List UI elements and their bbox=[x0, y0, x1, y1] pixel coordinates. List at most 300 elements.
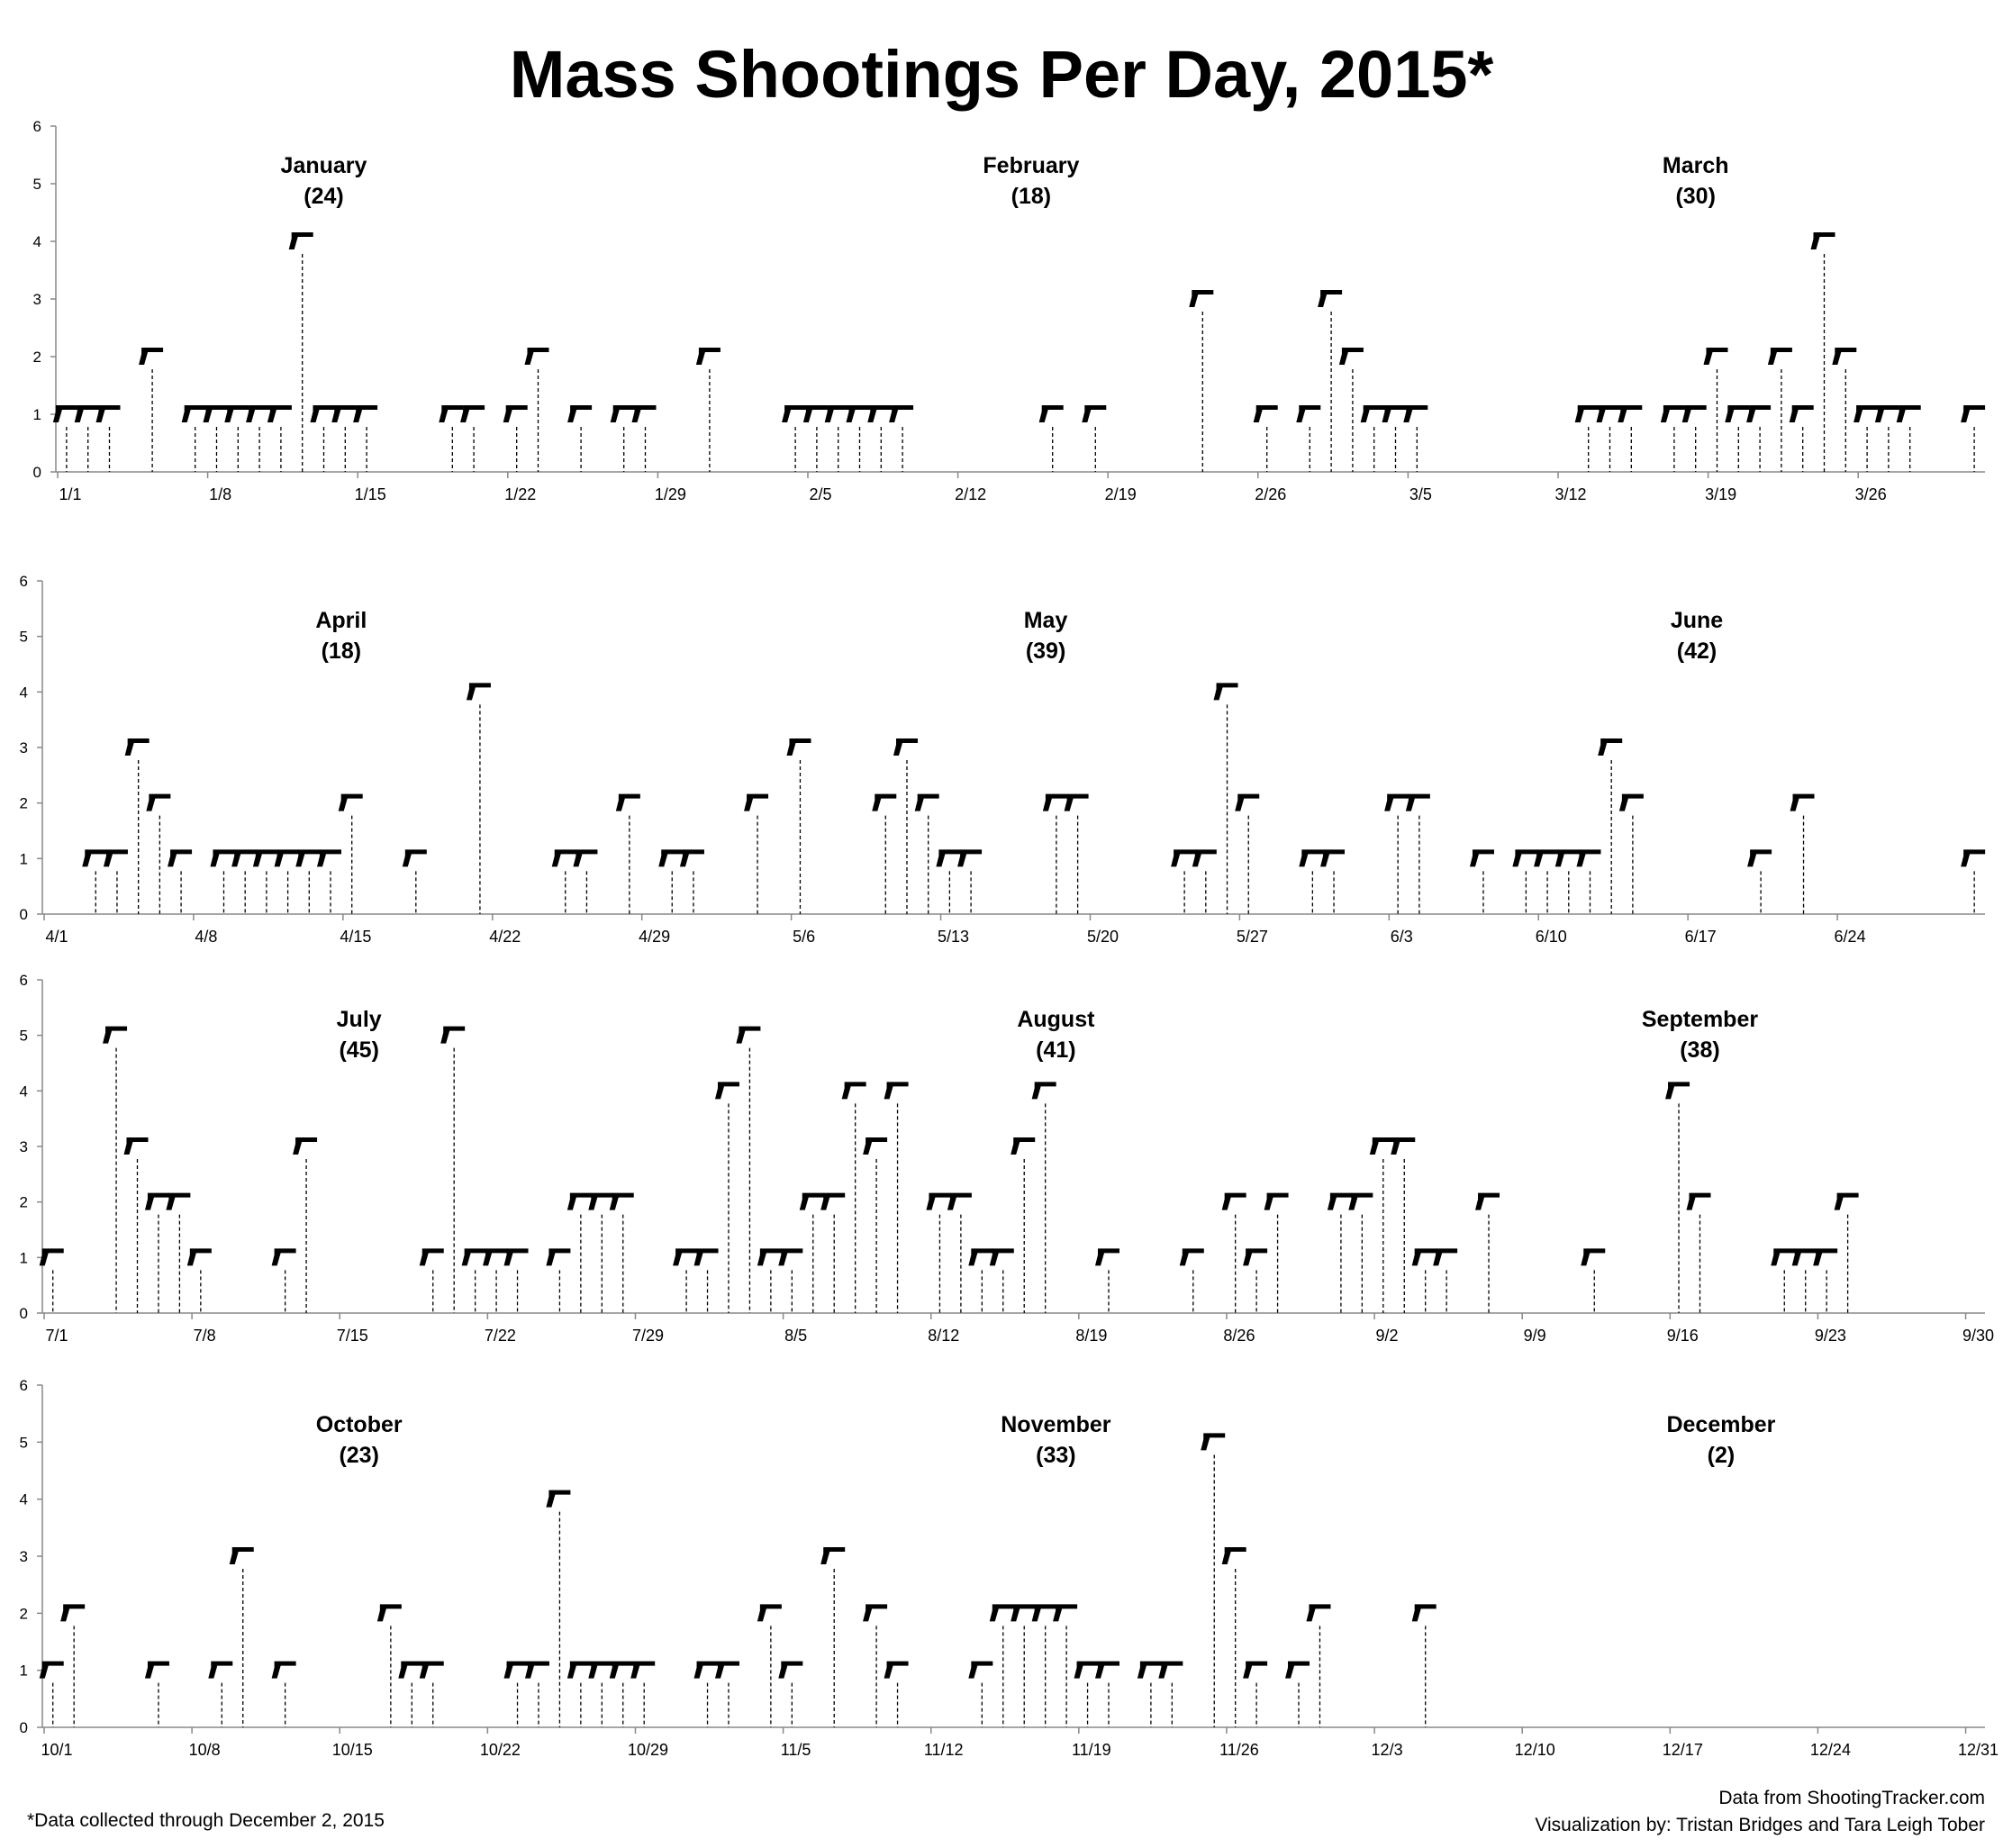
gun-icon bbox=[884, 1082, 909, 1099]
gun-icon bbox=[398, 1662, 422, 1679]
gun-icon bbox=[525, 348, 549, 365]
gun-icon bbox=[439, 405, 463, 422]
gun-icon bbox=[1095, 1662, 1119, 1679]
gun-icon bbox=[1065, 794, 1089, 811]
gun-icon bbox=[1137, 1662, 1162, 1679]
gun-icon bbox=[275, 849, 299, 866]
month-count: (39) bbox=[1025, 639, 1066, 664]
gun-icon bbox=[1391, 1137, 1415, 1155]
x-tick-label: 1/8 bbox=[209, 485, 232, 503]
gun-icon bbox=[1074, 1662, 1099, 1679]
footnote: *Data collected through December 2, 2015 bbox=[27, 1810, 385, 1831]
gun-icon bbox=[1790, 794, 1815, 811]
gun-icon bbox=[1725, 405, 1749, 422]
x-tick-label: 7/15 bbox=[336, 1327, 368, 1345]
gun-icon bbox=[168, 849, 192, 866]
gun-icon bbox=[715, 1082, 739, 1099]
month-label: May bbox=[1023, 608, 1068, 633]
panel-q4 bbox=[20, 1377, 1999, 1759]
gun-icon bbox=[1382, 405, 1407, 422]
gun-icon bbox=[1180, 1248, 1204, 1265]
gun-icon bbox=[1412, 1604, 1437, 1621]
gun-icon bbox=[1032, 1604, 1056, 1621]
gun-icon bbox=[1039, 405, 1064, 422]
gun-icon bbox=[96, 405, 121, 422]
gun-icon bbox=[1032, 1082, 1056, 1099]
gun-icon bbox=[567, 1662, 592, 1679]
y-tick-label: 4 bbox=[19, 684, 28, 702]
gun-icon bbox=[272, 1662, 296, 1679]
y-tick-label: 5 bbox=[19, 1434, 28, 1452]
x-tick-label: 6/17 bbox=[1684, 928, 1717, 946]
gun-icon bbox=[1433, 1248, 1457, 1265]
gun-icon bbox=[420, 1248, 444, 1265]
credits bbox=[1535, 1785, 1985, 1839]
gun-icon bbox=[968, 1662, 992, 1679]
x-tick-label: 6/10 bbox=[1535, 928, 1567, 946]
gun-icon bbox=[1665, 1082, 1690, 1099]
month-count: (41) bbox=[1036, 1037, 1076, 1063]
y-tick-label: 1 bbox=[19, 1662, 28, 1680]
gun-icon bbox=[778, 1662, 802, 1679]
month-label: December bbox=[1666, 1412, 1776, 1437]
gun-icon bbox=[1082, 405, 1106, 422]
gun-icon bbox=[1555, 849, 1580, 866]
month-label: August bbox=[1017, 1007, 1095, 1032]
y-tick-label: 6 bbox=[19, 1377, 28, 1394]
y-tick-label: 3 bbox=[19, 739, 28, 756]
gun-icon bbox=[915, 794, 939, 811]
gun-icon bbox=[267, 405, 292, 422]
gun-icon bbox=[1704, 348, 1728, 365]
gun-icon bbox=[1686, 1193, 1710, 1210]
gun-icon bbox=[694, 1662, 719, 1679]
gun-icon bbox=[1339, 348, 1364, 365]
gun-icon bbox=[467, 683, 491, 700]
gun-icon bbox=[75, 405, 99, 422]
gun-icon bbox=[1370, 1137, 1394, 1155]
x-tick-label: 6/3 bbox=[1390, 928, 1413, 946]
gun-icon bbox=[1158, 1662, 1183, 1679]
gun-icon bbox=[1598, 738, 1622, 756]
gun-icon bbox=[1619, 794, 1644, 811]
data-source-credit: Data from ShootingTracker.com bbox=[1718, 1788, 1985, 1808]
gun-icon bbox=[1961, 849, 1985, 866]
x-tick-label: 4/8 bbox=[195, 928, 218, 946]
gun-icon bbox=[1243, 1662, 1267, 1679]
gun-icon bbox=[60, 1604, 85, 1621]
gun-icon bbox=[224, 405, 249, 422]
x-tick-label: 4/15 bbox=[340, 928, 372, 946]
gun-icon bbox=[715, 1662, 739, 1679]
gun-icon bbox=[552, 849, 576, 866]
gun-icon bbox=[40, 1248, 64, 1265]
gun-icon bbox=[632, 405, 657, 422]
gun-icon bbox=[863, 1604, 887, 1621]
x-tick-label: 8/12 bbox=[928, 1327, 960, 1345]
gun-icon bbox=[546, 1248, 570, 1265]
gun-icon bbox=[1768, 348, 1792, 365]
gun-icon bbox=[166, 1193, 190, 1210]
gun-icon bbox=[1306, 1604, 1330, 1621]
gun-icon bbox=[460, 405, 485, 422]
gun-icon bbox=[610, 1662, 634, 1679]
y-tick-label: 2 bbox=[19, 794, 28, 812]
gun-icon bbox=[1747, 849, 1772, 866]
gun-icon bbox=[1201, 1433, 1225, 1450]
gun-icon bbox=[1412, 1248, 1437, 1265]
y-tick-label: 2 bbox=[19, 1605, 28, 1623]
gun-icon bbox=[1011, 1604, 1035, 1621]
gun-icon bbox=[736, 1027, 760, 1044]
gun-icon bbox=[125, 738, 150, 756]
gun-icon bbox=[694, 1248, 719, 1265]
gun-icon bbox=[462, 1248, 486, 1265]
x-tick-label: 8/26 bbox=[1223, 1327, 1255, 1345]
gun-icon bbox=[1011, 1137, 1035, 1155]
gun-icon bbox=[146, 794, 170, 811]
x-tick-label: 1/1 bbox=[59, 485, 82, 503]
x-tick-label: 5/27 bbox=[1236, 928, 1268, 946]
y-tick-label: 0 bbox=[19, 906, 28, 923]
gun-icon bbox=[658, 849, 683, 866]
y-tick-label: 5 bbox=[19, 1027, 28, 1045]
gun-icon bbox=[744, 794, 768, 811]
x-tick-label: 9/2 bbox=[1375, 1327, 1399, 1345]
month-count: (2) bbox=[1707, 1443, 1736, 1468]
gun-icon bbox=[757, 1604, 782, 1621]
gun-icon bbox=[825, 405, 849, 422]
x-tick-label: 2/12 bbox=[955, 485, 987, 503]
gun-icon bbox=[947, 1193, 972, 1210]
y-tick-label: 6 bbox=[32, 118, 41, 135]
y-tick-label: 6 bbox=[19, 573, 28, 590]
gun-icon bbox=[339, 794, 363, 811]
y-tick-label: 0 bbox=[32, 464, 41, 481]
month-count: (42) bbox=[1676, 639, 1718, 664]
gun-icon bbox=[968, 1248, 992, 1265]
x-tick-label: 11/19 bbox=[1071, 1741, 1111, 1759]
y-tick-label: 2 bbox=[32, 349, 41, 366]
x-tick-label: 9/9 bbox=[1523, 1327, 1546, 1345]
gun-icon bbox=[124, 1137, 149, 1155]
gun-icon bbox=[610, 1193, 634, 1210]
gun-icon bbox=[588, 1662, 612, 1679]
gun-icon bbox=[311, 405, 335, 422]
gun-icon bbox=[104, 849, 128, 866]
gun-icon bbox=[1189, 290, 1213, 307]
gun-icon bbox=[1214, 683, 1238, 700]
gun-icon bbox=[696, 348, 721, 365]
gun-icon bbox=[246, 405, 270, 422]
gun-icon bbox=[1328, 1193, 1352, 1210]
gun-icon bbox=[872, 794, 896, 811]
gun-icon bbox=[1618, 405, 1642, 422]
gun-icon bbox=[820, 1193, 845, 1210]
gun-icon bbox=[990, 1604, 1014, 1621]
x-tick-label: 10/1 bbox=[41, 1741, 73, 1759]
month-count: (38) bbox=[1680, 1037, 1720, 1063]
gun-icon bbox=[295, 849, 320, 866]
gun-icon bbox=[673, 1248, 697, 1265]
gun-icon bbox=[503, 405, 528, 422]
gun-icon bbox=[546, 1490, 570, 1508]
x-tick-label: 1/29 bbox=[654, 485, 686, 503]
x-tick-label: 1/15 bbox=[354, 485, 386, 503]
month-count: (23) bbox=[339, 1443, 379, 1468]
gun-icon bbox=[957, 849, 982, 866]
x-tick-label: 3/5 bbox=[1409, 485, 1432, 503]
y-tick-label: 4 bbox=[19, 1083, 28, 1101]
x-tick-label: 5/6 bbox=[793, 928, 816, 946]
gun-icon bbox=[1575, 405, 1600, 422]
gun-icon bbox=[680, 849, 704, 866]
gun-icon bbox=[1254, 405, 1278, 422]
x-tick-label: 7/1 bbox=[45, 1327, 68, 1345]
gun-icon bbox=[990, 1248, 1014, 1265]
gun-icon bbox=[1299, 849, 1323, 866]
gun-icon bbox=[317, 849, 341, 866]
gun-icon bbox=[483, 1248, 507, 1265]
gun-icon bbox=[293, 1137, 317, 1155]
month-label: July bbox=[336, 1007, 382, 1032]
gun-icon bbox=[800, 1193, 824, 1210]
gun-icon bbox=[1053, 1604, 1077, 1621]
x-tick-label: 7/8 bbox=[193, 1327, 216, 1345]
y-tick-label: 5 bbox=[32, 176, 41, 193]
gun-icon bbox=[1235, 794, 1259, 811]
gun-icon bbox=[1790, 405, 1814, 422]
x-tick-label: 12/17 bbox=[1662, 1741, 1703, 1759]
gun-icon bbox=[1222, 1193, 1246, 1210]
gun-icon bbox=[1171, 849, 1195, 866]
gun-icon bbox=[803, 405, 828, 422]
gun-icon bbox=[1875, 405, 1899, 422]
x-tick-label: 11/5 bbox=[780, 1741, 811, 1759]
gun-icon bbox=[139, 348, 163, 365]
gun-icon bbox=[847, 405, 871, 422]
month-label: September bbox=[1641, 1007, 1759, 1032]
gun-icon bbox=[504, 1248, 529, 1265]
gun-icon bbox=[1285, 1662, 1310, 1679]
gun-icon bbox=[53, 405, 77, 422]
gun-icon bbox=[331, 405, 356, 422]
x-tick-label: 10/22 bbox=[479, 1741, 521, 1759]
gun-icon bbox=[1746, 405, 1771, 422]
gun-icon bbox=[786, 738, 811, 756]
gun-icon bbox=[1576, 849, 1600, 866]
x-tick-label: 9/16 bbox=[1666, 1327, 1699, 1345]
x-tick-label: 7/29 bbox=[631, 1327, 665, 1345]
x-tick-label: 8/19 bbox=[1075, 1327, 1108, 1345]
month-label: April bbox=[315, 608, 367, 633]
month-count: (18) bbox=[1011, 184, 1052, 209]
gun-icon bbox=[440, 1027, 465, 1044]
gun-icon bbox=[782, 405, 806, 422]
y-tick-label: 1 bbox=[19, 850, 28, 868]
x-tick-label: 12/31 bbox=[1958, 1741, 1999, 1759]
month-count: (24) bbox=[304, 184, 344, 209]
chart-title: Mass Shootings Per Day, 2015* bbox=[509, 37, 1494, 112]
x-tick-label: 10/15 bbox=[331, 1741, 373, 1759]
x-tick-label: 12/3 bbox=[1371, 1741, 1403, 1759]
gun-icon bbox=[1897, 405, 1921, 422]
gun-icon bbox=[210, 849, 234, 866]
x-tick-label: 4/22 bbox=[489, 928, 521, 946]
month-label: October bbox=[315, 1412, 403, 1437]
gun-icon bbox=[863, 1137, 887, 1155]
month-count: (18) bbox=[321, 639, 362, 664]
y-tick-label: 1 bbox=[32, 406, 41, 423]
gun-icon bbox=[1512, 849, 1536, 866]
gun-icon bbox=[1403, 405, 1427, 422]
x-tick-label: 5/20 bbox=[1086, 928, 1119, 946]
gun-icon bbox=[573, 849, 597, 866]
gun-icon bbox=[82, 849, 106, 866]
gun-icon bbox=[842, 1082, 866, 1099]
gun-icon bbox=[1832, 348, 1856, 365]
gun-icon bbox=[867, 405, 892, 422]
gun-icon bbox=[1264, 1193, 1289, 1210]
month-label: June bbox=[1670, 608, 1724, 633]
x-tick-label: 4/1 bbox=[45, 928, 68, 946]
x-tick-label: 9/30 bbox=[1962, 1327, 1995, 1345]
gun-icon bbox=[1348, 1193, 1373, 1210]
x-tick-label: 7/22 bbox=[484, 1327, 516, 1345]
x-tick-label: 5/13 bbox=[938, 928, 970, 946]
y-tick-label: 5 bbox=[19, 628, 28, 646]
gun-icon bbox=[208, 1662, 232, 1679]
gun-icon bbox=[1581, 1248, 1605, 1265]
gun-icon bbox=[231, 849, 256, 866]
month-label: February bbox=[983, 153, 1080, 178]
gun-icon bbox=[204, 405, 228, 422]
gun-icon bbox=[1296, 405, 1320, 422]
month-count: (33) bbox=[1036, 1443, 1076, 1468]
month-label: November bbox=[1001, 1412, 1111, 1437]
y-tick-label: 2 bbox=[19, 1193, 28, 1211]
panel-q2 bbox=[20, 573, 1986, 946]
gun-icon bbox=[893, 738, 918, 756]
gun-icon bbox=[1961, 405, 1985, 422]
gun-icon bbox=[187, 1248, 212, 1265]
gun-icon bbox=[272, 1248, 296, 1265]
panel-q1 bbox=[33, 118, 1986, 503]
x-tick-label: 1/22 bbox=[504, 485, 537, 503]
gun-icon bbox=[1835, 1193, 1859, 1210]
x-tick-label: 3/26 bbox=[1854, 485, 1887, 503]
gun-icon bbox=[567, 1193, 592, 1210]
gun-icon bbox=[1361, 405, 1385, 422]
x-tick-label: 12/24 bbox=[1809, 1741, 1851, 1759]
y-tick-label: 3 bbox=[19, 1548, 28, 1565]
y-tick-label: 0 bbox=[19, 1719, 28, 1736]
x-tick-label: 12/10 bbox=[1514, 1741, 1555, 1759]
x-tick-label: 6/24 bbox=[1834, 928, 1866, 946]
gun-icon bbox=[1320, 849, 1345, 866]
gun-icon bbox=[757, 1248, 782, 1265]
x-tick-label: 10/29 bbox=[627, 1741, 669, 1759]
gun-icon bbox=[1811, 232, 1835, 249]
gun-icon bbox=[567, 405, 592, 422]
gun-icon bbox=[289, 232, 313, 249]
panel-q3 bbox=[20, 972, 1995, 1345]
x-tick-label: 3/12 bbox=[1554, 485, 1587, 503]
x-tick-label: 2/26 bbox=[1255, 485, 1287, 503]
gun-icon bbox=[1243, 1248, 1267, 1265]
gun-icon bbox=[377, 1604, 402, 1621]
x-tick-label: 11/12 bbox=[923, 1741, 964, 1759]
gun-icon bbox=[1771, 1248, 1795, 1265]
gun-icon bbox=[182, 405, 206, 422]
gun-icon bbox=[1682, 405, 1707, 422]
month-count: (45) bbox=[339, 1037, 379, 1063]
x-tick-label: 4/29 bbox=[639, 928, 671, 946]
gun-icon bbox=[1813, 1248, 1837, 1265]
gun-icon bbox=[611, 405, 635, 422]
gun-icon bbox=[588, 1193, 612, 1210]
gun-icon bbox=[1792, 1248, 1817, 1265]
gun-icon bbox=[884, 1662, 909, 1679]
month-label: January bbox=[280, 153, 367, 178]
gun-icon bbox=[145, 1662, 169, 1679]
y-tick-label: 6 bbox=[19, 972, 28, 989]
gun-icon bbox=[1192, 849, 1217, 866]
x-tick-label: 11/26 bbox=[1219, 1741, 1259, 1759]
gun-icon bbox=[1534, 849, 1558, 866]
y-tick-label: 4 bbox=[19, 1490, 28, 1508]
y-tick-label: 0 bbox=[19, 1305, 28, 1322]
x-tick-label: 2/19 bbox=[1104, 485, 1137, 503]
y-tick-label: 3 bbox=[19, 1138, 28, 1155]
y-tick-label: 3 bbox=[32, 291, 41, 308]
month-count: (30) bbox=[1675, 184, 1716, 209]
gun-icon bbox=[926, 1193, 950, 1210]
gun-icon bbox=[820, 1547, 845, 1564]
gun-icon bbox=[145, 1193, 169, 1210]
gun-icon bbox=[253, 849, 277, 866]
gun-icon bbox=[1384, 794, 1409, 811]
x-tick-label: 3/19 bbox=[1705, 485, 1737, 503]
gun-icon bbox=[103, 1027, 127, 1044]
y-tick-label: 4 bbox=[32, 233, 41, 250]
gun-icon bbox=[1853, 405, 1878, 422]
gun-icon bbox=[420, 1662, 444, 1679]
gun-icon bbox=[1597, 405, 1621, 422]
x-tick-label: 2/5 bbox=[809, 485, 832, 503]
gun-icon bbox=[1318, 290, 1342, 307]
x-tick-label: 9/23 bbox=[1814, 1327, 1846, 1345]
gun-icon bbox=[40, 1662, 64, 1679]
gun-icon bbox=[504, 1662, 529, 1679]
x-tick-label: 8/5 bbox=[784, 1327, 808, 1345]
gun-icon bbox=[889, 405, 913, 422]
gun-icon bbox=[1043, 794, 1067, 811]
gun-icon bbox=[230, 1547, 254, 1564]
authors-credit: Visualization by: Tristan Bridges and Tara Leigh Tober bbox=[1535, 1815, 1985, 1835]
y-tick-label: 1 bbox=[19, 1249, 28, 1267]
gun-icon bbox=[1095, 1248, 1119, 1265]
x-tick-label: 10/8 bbox=[188, 1741, 221, 1759]
gun-icon bbox=[1470, 849, 1494, 866]
gun-icon bbox=[936, 849, 960, 866]
gun-icon bbox=[1222, 1547, 1246, 1564]
gun-icon bbox=[403, 849, 427, 866]
gun-icon bbox=[525, 1662, 549, 1679]
gun-icon bbox=[778, 1248, 802, 1265]
gun-icon bbox=[353, 405, 377, 422]
gun-icon bbox=[630, 1662, 655, 1679]
